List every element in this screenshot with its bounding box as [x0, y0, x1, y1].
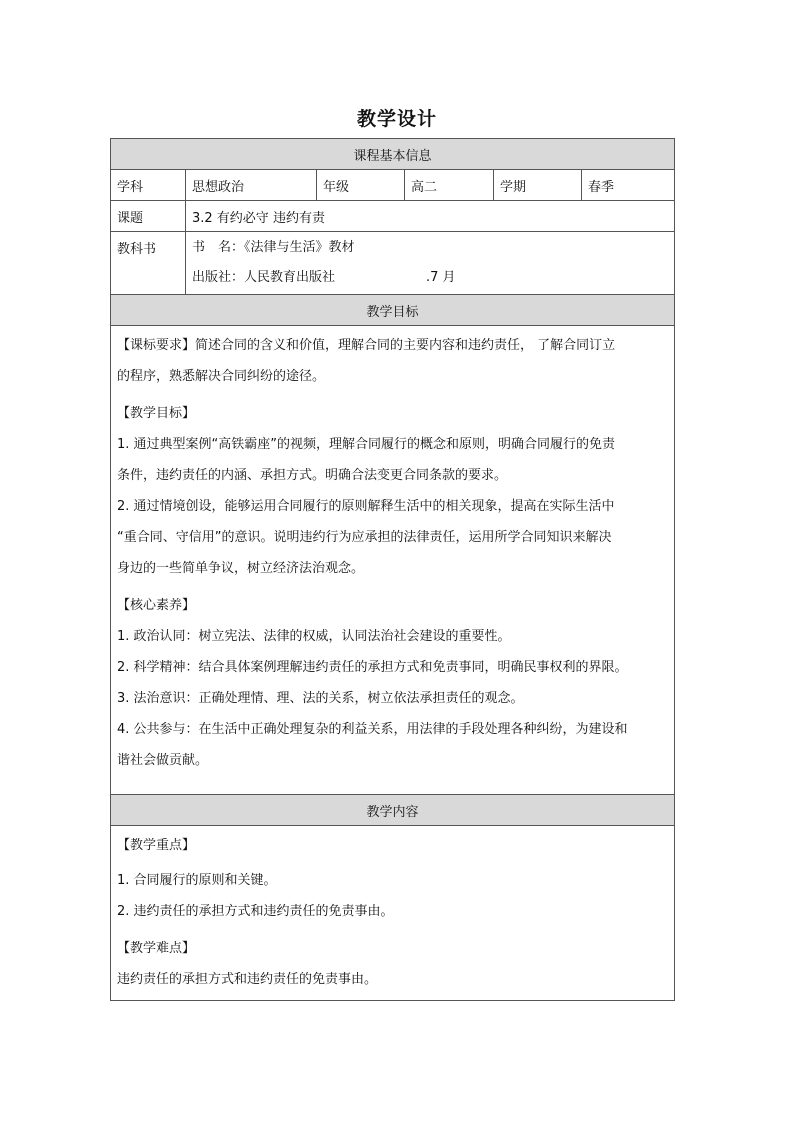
subject-label: 学科 — [111, 170, 186, 201]
difficulty-text: 违约责任的承担方式和违约责任的免责事由。 — [117, 972, 378, 987]
term-label: 学期 — [494, 170, 582, 201]
subject-value: 思想政治 — [186, 170, 317, 201]
lesson-plan-table — [110, 138, 675, 1001]
section-header-basic-info: 课程基本信息 — [111, 139, 675, 170]
textbook-label: 教科书 — [111, 232, 186, 295]
key-points-heading: 【教学重点】 — [117, 838, 196, 853]
grade-value: 高二 — [405, 170, 494, 201]
textbook-name: 书 名：《法律与生活》教材 — [192, 240, 355, 255]
standard-line-2: 的程序，熟悉解决合同纠纷的途径。 — [117, 369, 326, 384]
core-item-4-line-b: 谐社会做贡献。 — [117, 753, 209, 768]
teaching-content-body — [111, 826, 675, 1001]
core-item-1: 1. 政治认同：树立宪法、法律的权威，认同法治社会建设的重要性。 — [117, 629, 511, 644]
core-literacy-heading: 【核心素养】 — [117, 598, 196, 613]
teaching-goals-heading: 【教学目标】 — [117, 406, 196, 421]
textbook-publisher: 出版社：人民教育出版社 .7 月 — [192, 270, 456, 285]
section-header-teaching-goals: 教学目标 — [111, 295, 675, 326]
core-item-2: 2. 科学精神：结合具体案例理解违约责任的承担方式和免责事同，明确民事权利的界限。 — [117, 660, 628, 675]
grade-label: 年级 — [317, 170, 405, 201]
difficulty-heading: 【教学难点】 — [117, 941, 196, 956]
core-item-3: 3. 法治意识：正确处理情、理、法的关系，树立依法承担责任的观念。 — [117, 691, 524, 706]
goal-2-line-b: “重合同、守信用”的意识。说明违约行为应承担的法律责任，运用所学合同知识来解决 — [117, 530, 612, 545]
key-point-1: 1. 合同履行的原则和关键。 — [117, 873, 277, 888]
key-point-2: 2. 违约责任的承担方式和违约责任的免责事由。 — [117, 904, 394, 919]
core-item-4-line-a: 4. 公共参与：在生活中正确处理复杂的利益关系，用法律的手段处理各种纠纷，为建设和 — [117, 722, 628, 737]
goal-1-line-b: 条件，违约责任的内涵、承担方式。明确合法变更合同条款的要求。 — [117, 468, 508, 483]
topic-value: 3.2 有约必守 违约有责 — [186, 201, 675, 232]
goal-2-line-c: 身边的一些简单争议，树立经济法治观念。 — [117, 561, 365, 576]
term-value: 春季 — [582, 170, 675, 201]
goal-2-line-a: 2. 通过情境创设，能够运用合同履行的原则解释生活中的相关现象，提高在实际生活中 — [117, 499, 615, 514]
goal-1-line-a: 1. 通过典型案例“高铁霸座”的视频，理解合同履行的概念和原则，明确合同履行的免责 — [117, 437, 616, 452]
standard-line-1: 【课标要求】简述合同的含义和价值，理解合同的主要内容和违约责任， 了解合同订立 — [117, 338, 616, 353]
topic-label: 课题 — [111, 201, 186, 232]
teaching-goals-body — [111, 326, 675, 795]
section-header-teaching-content: 教学内容 — [111, 795, 675, 826]
document-title: 教学设计 — [356, 108, 437, 130]
